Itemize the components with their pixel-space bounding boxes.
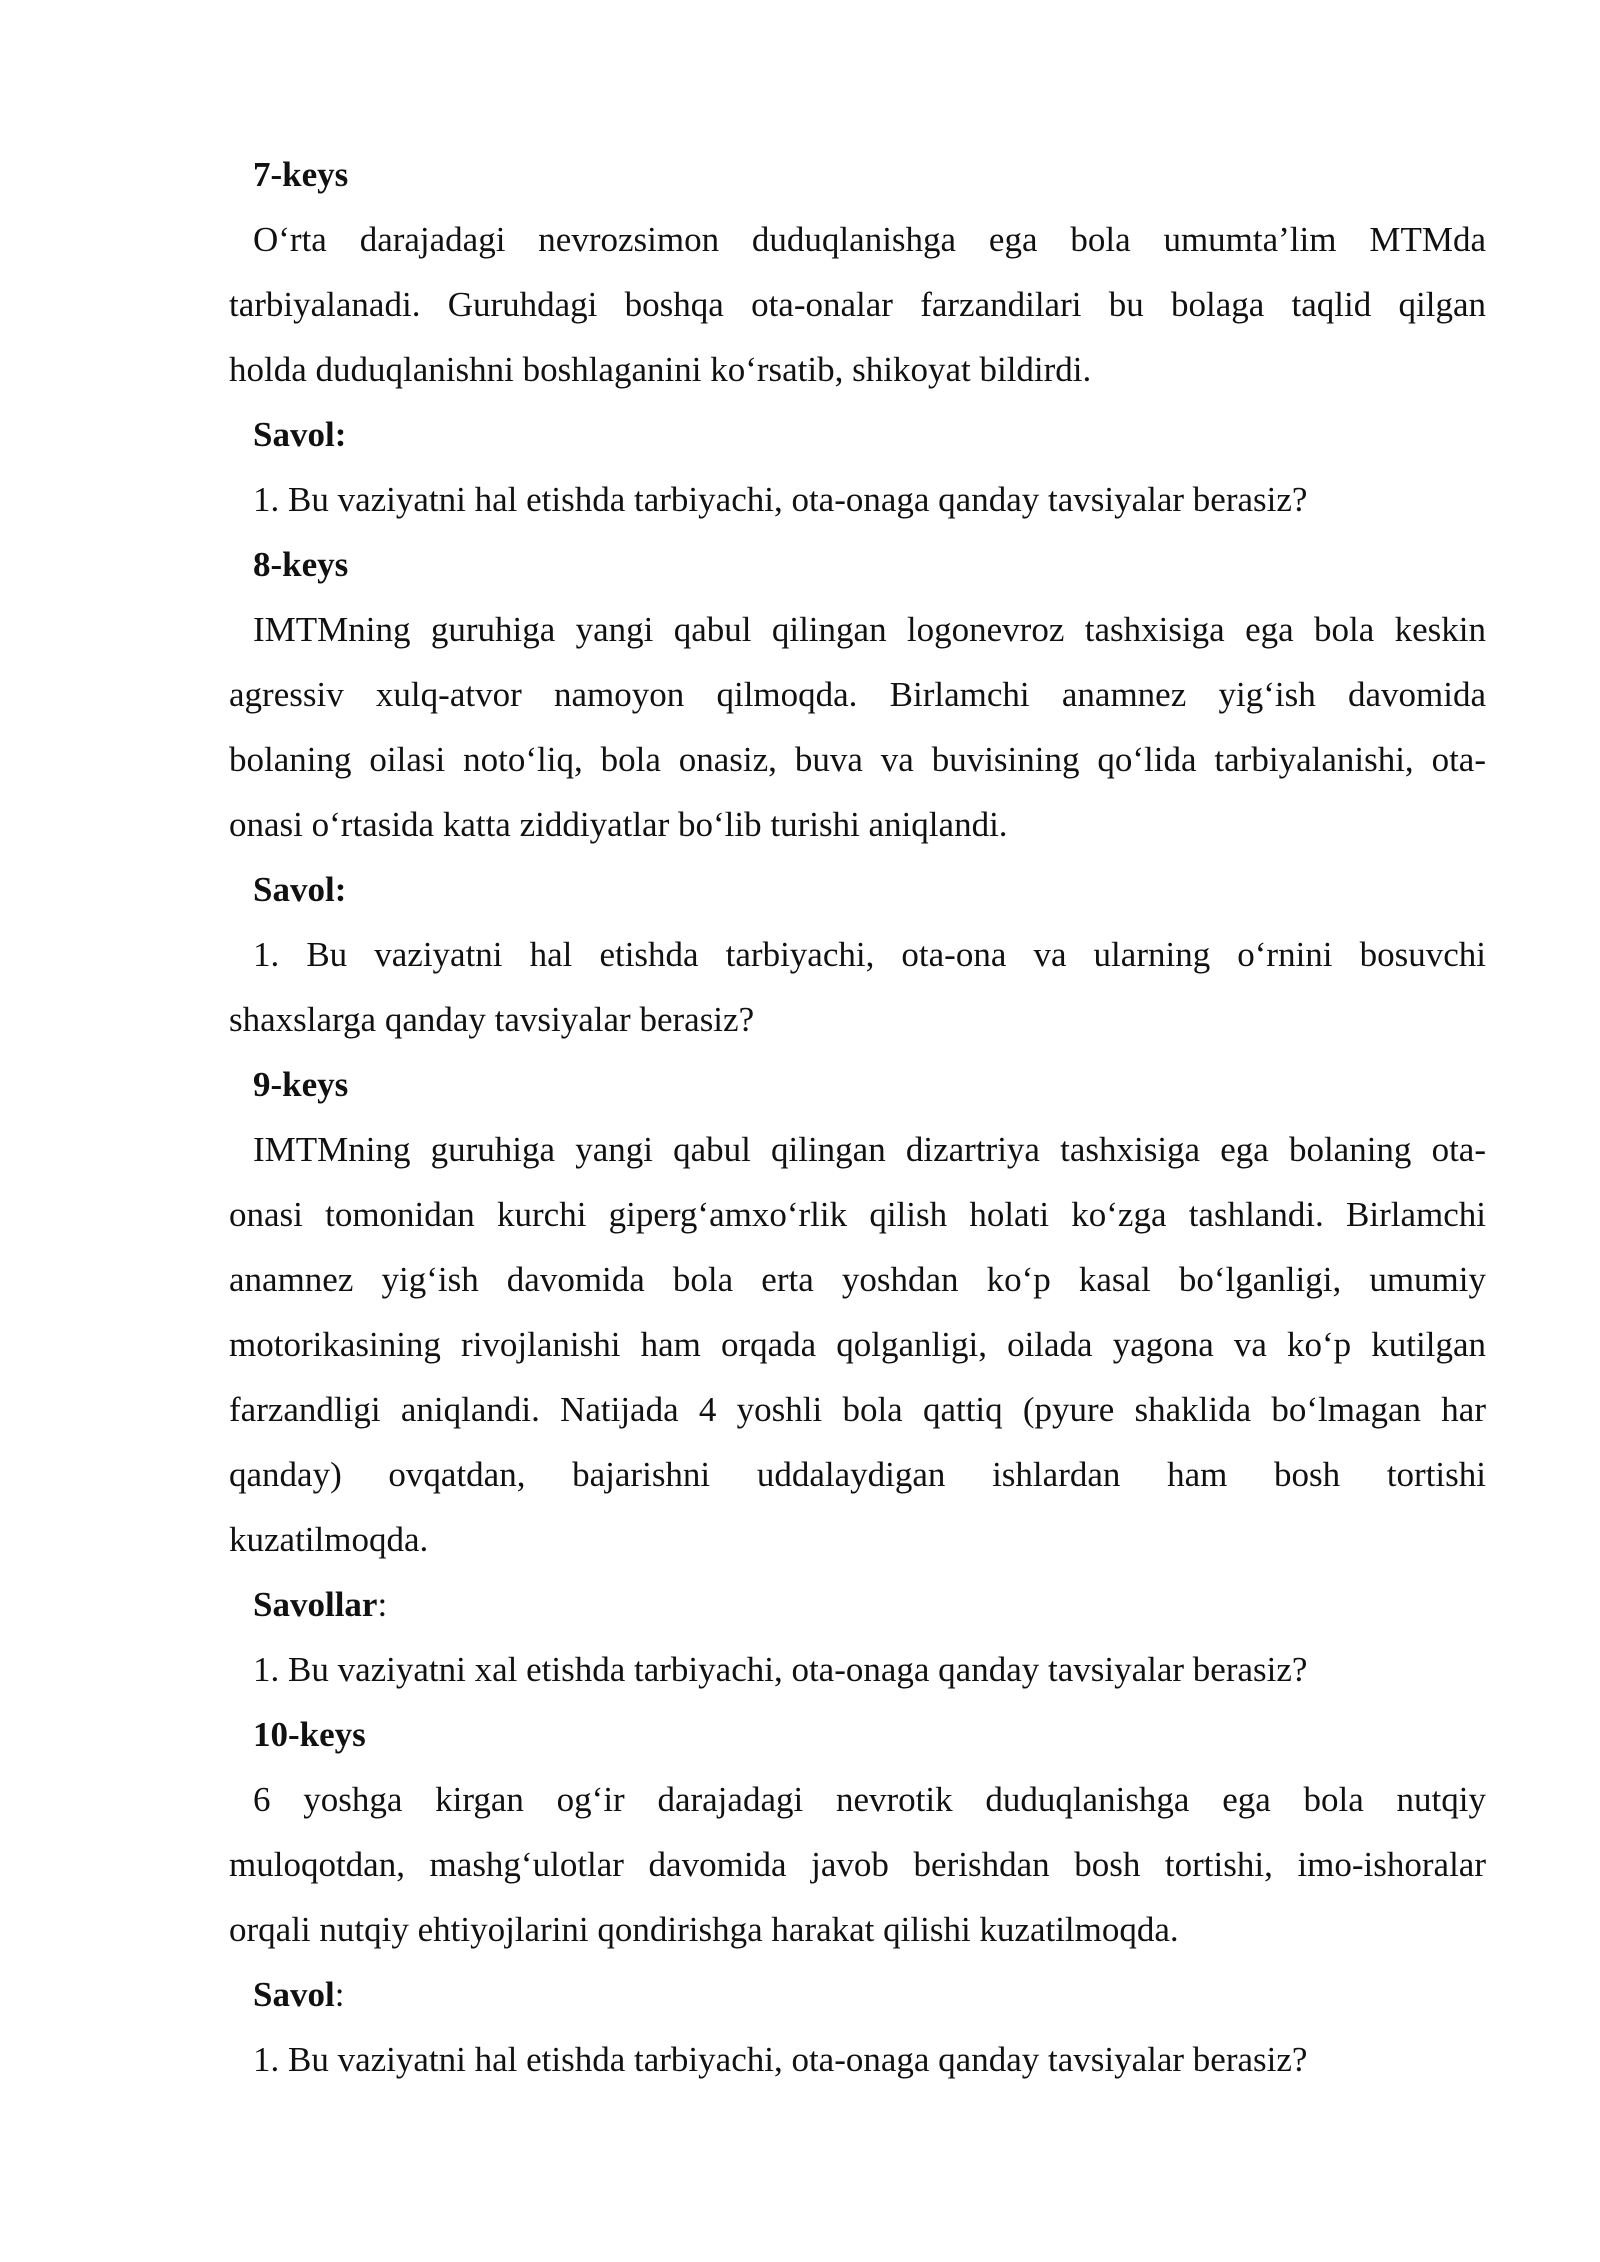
case-body-line: onasi o‘rtasida katta ziddiyatlar bo‘lib turishi aniqlandi. [229,805,1008,844]
case-body-line: tarbiyalanadi. Guruhdagi boshqa ota-onalar farzandilari bu bolaga taqlid qilgan [229,285,1486,324]
case-heading: 8-keys [253,545,349,584]
case-body-line: 6 yoshga kirgan og‘ir darajadagi nevrotik duduqlanishga ega bola nutqiy [253,1780,1486,1819]
case-body-line: holda duduqlanishni boshlaganini ko‘rsatib, shikoyat bildirdi. [229,350,1092,389]
question-label [229,410,346,475]
case-body-line: onasi tomonidan kurchi giperg‘amxo‘rlik qilish holati ko‘zga tashlandi. Birlamchi [229,1195,1486,1234]
case-body-line: orqali nutqiy ehtiyojlarini qondirishga harakat qilishi kuzatilmoqda. [229,1910,1179,1949]
question-label-suffix: : [377,1585,388,1624]
case-body-line: IMTMning guruhiga yangi qabul qilingan dizartriya tashxisiga ega bolaning ota- [253,1130,1486,1169]
question-label [229,1970,344,2035]
question-line: shaxslarga qanday tavsiyalar berasiz? [229,1000,755,1039]
case-body-line: IMTMning guruhiga yangi qabul qilingan logonevroz tashxisiga ega bola keskin [253,610,1486,649]
question-label-text: Savol [253,1975,335,2014]
question-line: 1. Bu vaziyatni xal etishda tarbiyachi, ota-onaga qanday tavsiyalar berasiz? [253,1650,1308,1689]
case-body-line: anamnez yig‘ish davomida bola erta yoshdan ko‘p kasal bo‘lganligi, umumiy [229,1260,1486,1299]
question-label-text: Savol: [253,415,347,454]
case-heading: 10-keys [253,1715,366,1754]
question-label-suffix: : [334,1975,345,2014]
case-heading: 7-keys [253,155,349,194]
case-body-line: O‘rta darajadagi nevrozsimon duduqlanishga ega bola umumta’lim MTMda [253,220,1486,259]
question-line: 1. Bu vaziyatni hal etishda tarbiyachi, ota-ona va ularning o‘rnini bosuvchi [253,935,1486,974]
case-body-line: agressiv xulq-atvor namoyon qilmoqda. Birlamchi anamnez yig‘ish davomida [229,675,1486,714]
question-line: 1. Bu vaziyatni hal etishda tarbiyachi, ota-onaga qanday tavsiyalar berasiz? [253,2040,1308,2079]
question-line: 1. Bu vaziyatni hal etishda tarbiyachi, ota-onaga qanday tavsiyalar berasiz? [253,480,1308,519]
question-label [229,865,346,930]
question-label-text: Savol: [253,870,347,909]
question-label-text: Savollar [253,1585,378,1624]
case-body-line: motorikasining rivojlanishi ham orqada qolganligi, oilada yagona va ko‘p kutilgan [229,1325,1486,1364]
case-heading: 9-keys [253,1065,349,1104]
case-body-line: kuzatilmoqda. [229,1520,429,1559]
case-body-line: qanday) ovqatdan, bajarishni uddalaydigan ishlardan ham bosh tortishi [229,1455,1486,1494]
question-label [229,1580,387,1645]
case-body-line: bolaning oilasi noto‘liq, bola onasiz, buva va buvisining qo‘lida tarbiyalanishi, ota- [229,740,1486,779]
case-body-line: muloqotdan, mashg‘ulotlar davomida javob berishdan bosh tortishi, imo-ishoralar [229,1845,1486,1884]
case-body-line: farzandligi aniqlandi. Natijada 4 yoshli bola qattiq (pyure shaklida bo‘lmagan har [229,1390,1486,1429]
